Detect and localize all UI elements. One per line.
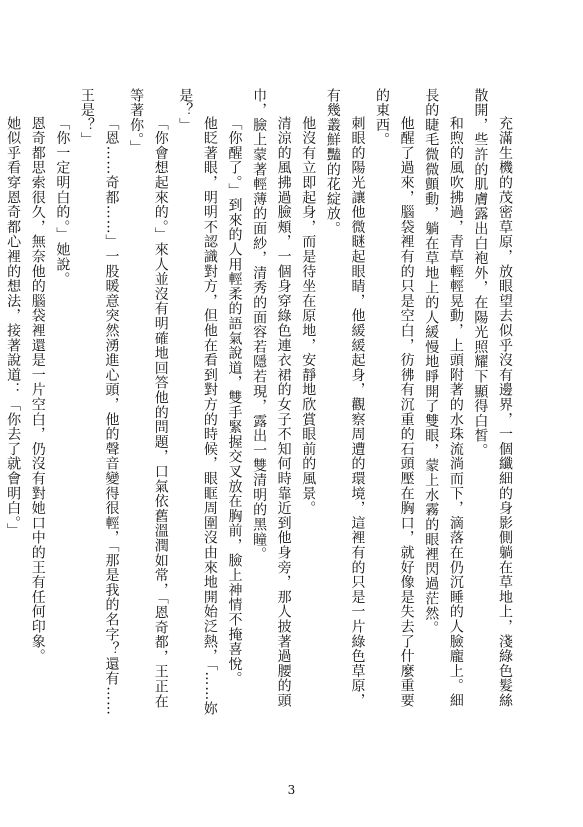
paragraph-5: 他沒有立即起身，而是待坐在原地，安靜地欣賞眼前的風景。	[300, 116, 317, 516]
paragraph-14	[0, 88, 1, 720]
paragraph-8: 他眨著眼，明明不認識對方，但他在看到對方的時候，眼眶周圍沒由來地開始泛熱，「……妳是？」	[177, 88, 218, 716]
paragraph-7: 「你醒了。」到來的人用輕柔的語氣說道，雙手緊握交叉放在胸前，臉上神情不掩喜悅。	[226, 116, 243, 687]
page-number: 3	[287, 783, 296, 797]
paragraph-13: 她似乎看穿恩奇都心裡的想法，接著說道：「你去了就會明白。」	[5, 116, 22, 539]
paragraph-6: 清涼的風拂過臉頰，一個身穿綠色連衣裙的女子不知何時靠近到他身旁，那人披著過腰的頭巾，臉上蒙著輕薄的面紗，清秀的面容若隱若現，露出一雙清明的黑瞳。	[251, 88, 292, 708]
vertical-text-body	[0, 88, 517, 720]
paragraph-1: 充滿生機的茂密草原，放眼望去似乎沒有邊界，一個纖細的身影側躺在草地上，淺綠色髮絲散開，些許的肌膚露出白袍外，在陽光照耀下顯得白皙。	[472, 88, 513, 708]
paragraph-3: 他醒了過來，腦袋裡有的只是空白，彷彿有沉重的石頭壓在胸口，就好像是失去了什麼重要的東西。	[374, 88, 415, 708]
paragraph-11: 「你一定明白的。」她說。	[54, 116, 71, 287]
paragraph-2: 和煦的風吹拂過，青草輕輕晃動，上頭附著的水珠流淌而下，滴落在仍沉睡的人臉龐上。細長的睫毛微微顫動，躺在草地上的人緩慢地睜開了雙眼，蒙上水霧的眼裡閃過茫然。	[423, 88, 464, 708]
paragraph-4: 刺眼的陽光讓他微瞇起眼睛，他緩緩起身，觀察周遭的環境，這裡有的只是一片綠色草原，有幾叢鮮豔的花綻放。	[324, 88, 366, 708]
paragraph-9: 「你會想起來的。」來人並沒有明確地回答他的問題，口氣依舊溫潤如常，「恩奇都，王正在等著你。」	[128, 88, 169, 709]
paragraph-10: 「恩……奇都……」一股暖意突然湧進心頭，他的聲音變得很輕，「那是我的名字？還有……王是？」	[78, 88, 120, 716]
paragraph-12: 恩奇都思索很久，無奈他的腦袋裡還是一片空白，仍沒有對她口中的王有任何印象。	[29, 116, 46, 664]
